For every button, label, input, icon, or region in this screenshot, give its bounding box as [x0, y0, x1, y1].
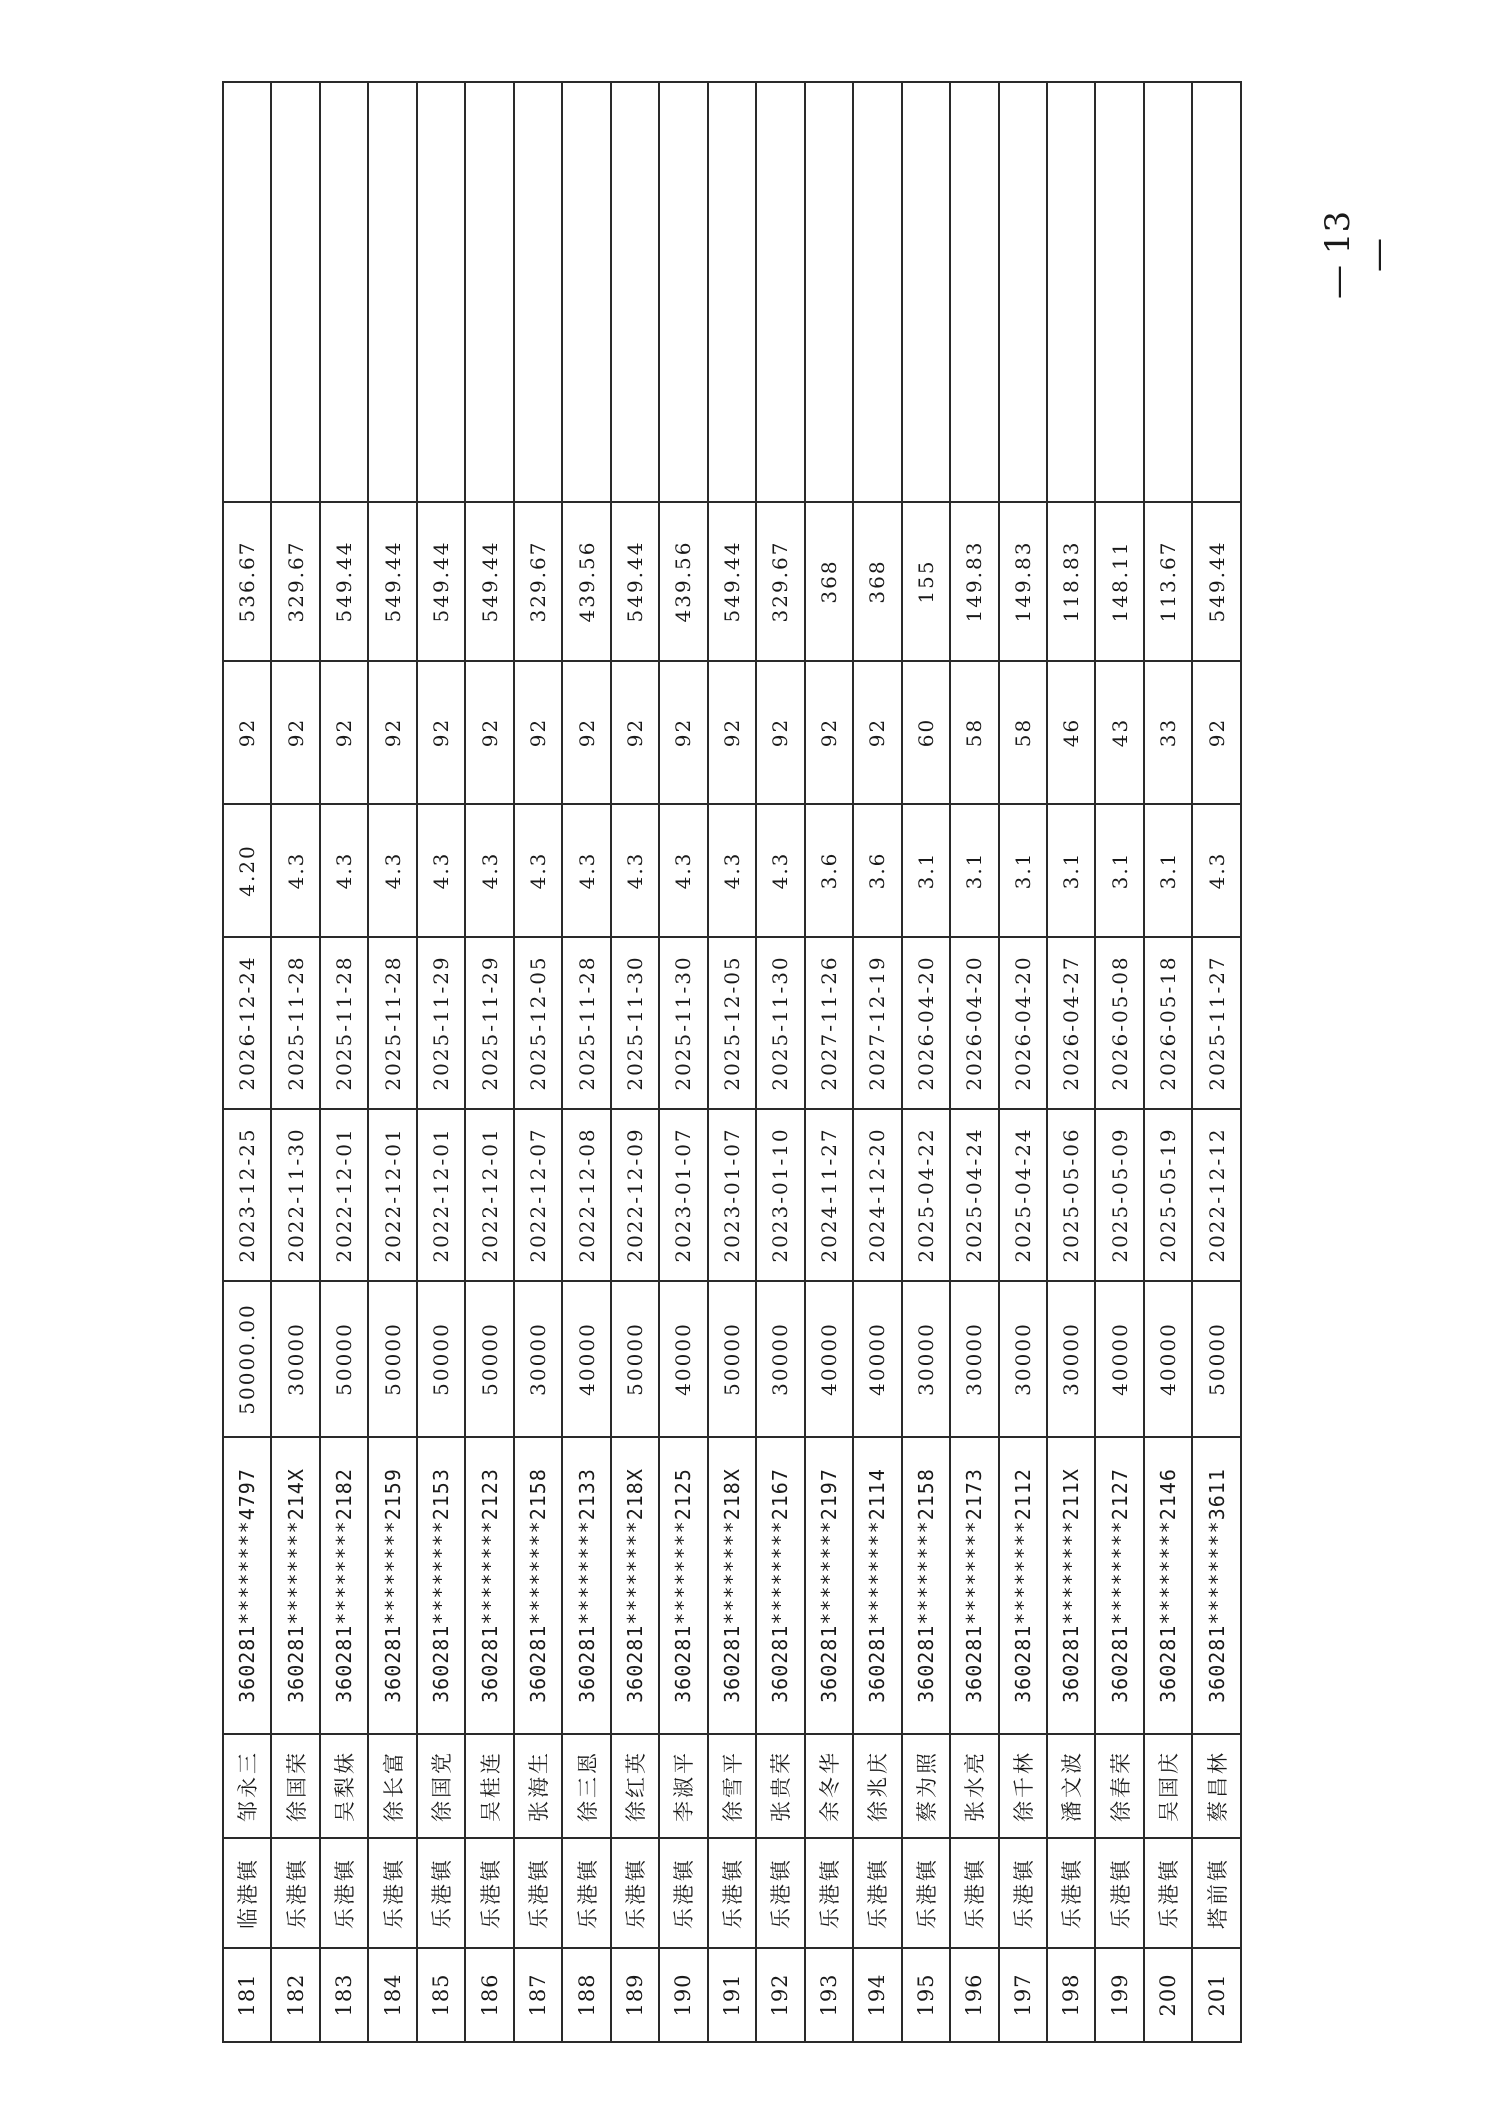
row-number-cell: 196 — [950, 1948, 998, 2042]
id-number-cell: 360281********2158 — [514, 1437, 562, 1734]
end-date-cell: 2026-04-20 — [902, 937, 950, 1109]
days-cell: 58 — [999, 661, 1047, 804]
loan-amount-cell: 40000 — [562, 1281, 610, 1437]
id-number-cell: 360281********2167 — [756, 1437, 804, 1734]
end-date-cell: 2025-11-30 — [659, 937, 707, 1109]
start-date-cell: 2025-04-24 — [950, 1109, 998, 1281]
end-date-cell: 2025-12-05 — [708, 937, 756, 1109]
township-cell: 塔前镇 — [1192, 1838, 1241, 1948]
remarks-cell — [368, 82, 416, 502]
loan-amount-cell: 40000 — [853, 1281, 901, 1437]
row-number-cell: 189 — [611, 1948, 659, 2042]
interest-rate-cell: 4.3 — [562, 804, 610, 937]
table-row — [1047, 82, 1095, 2042]
interest-rate-cell: 4.3 — [1192, 804, 1241, 937]
remarks-cell — [853, 82, 901, 502]
table-row — [1192, 82, 1241, 2042]
id-number-cell: 360281********2173 — [950, 1437, 998, 1734]
table-row — [708, 82, 756, 2042]
borrower-name-cell: 徐国荣 — [271, 1734, 319, 1838]
remarks-cell — [950, 82, 998, 502]
row-number-cell: 195 — [902, 1948, 950, 2042]
township-cell: 乐港镇 — [417, 1838, 465, 1948]
table-row — [1144, 82, 1192, 2042]
subsidy-amount-cell: 118.83 — [1047, 502, 1095, 661]
table-row — [320, 82, 368, 2042]
borrower-name-cell: 潘文波 — [1047, 1734, 1095, 1838]
row-number-cell: 191 — [708, 1948, 756, 2042]
interest-rate-cell: 4.3 — [465, 804, 513, 937]
loan-amount-cell: 30000 — [950, 1281, 998, 1437]
subsidy-amount-cell: 329.67 — [514, 502, 562, 661]
table-row — [514, 82, 562, 2042]
page-number: — 13 — — [1318, 210, 1398, 300]
end-date-cell: 2025-11-28 — [271, 937, 319, 1109]
end-date-cell: 2026-05-08 — [1095, 937, 1143, 1109]
remarks-cell — [1144, 82, 1192, 502]
start-date-cell: 2023-01-07 — [659, 1109, 707, 1281]
start-date-cell: 2022-12-07 — [514, 1109, 562, 1281]
days-cell: 92 — [223, 661, 271, 804]
id-number-cell: 360281********2123 — [465, 1437, 513, 1734]
start-date-cell: 2023-01-10 — [756, 1109, 804, 1281]
start-date-cell: 2022-12-01 — [368, 1109, 416, 1281]
id-number-cell: 360281********218X — [708, 1437, 756, 1734]
id-number-cell: 360281********2133 — [562, 1437, 610, 1734]
township-cell: 乐港镇 — [950, 1838, 998, 1948]
days-cell: 92 — [514, 661, 562, 804]
borrower-name-cell: 吴桂连 — [465, 1734, 513, 1838]
borrower-name-cell: 徐千林 — [999, 1734, 1047, 1838]
days-cell: 92 — [465, 661, 513, 804]
table-row — [465, 82, 513, 2042]
table-row — [223, 82, 271, 2042]
end-date-cell: 2025-11-29 — [417, 937, 465, 1109]
loan-amount-cell: 50000 — [320, 1281, 368, 1437]
id-number-cell: 360281********4797 — [223, 1437, 271, 1734]
borrower-name-cell: 徐兆庆 — [853, 1734, 901, 1838]
end-date-cell: 2026-04-27 — [1047, 937, 1095, 1109]
id-number-cell: 360281********3611 — [1192, 1437, 1241, 1734]
row-number-cell: 186 — [465, 1948, 513, 2042]
start-date-cell: 2022-12-01 — [320, 1109, 368, 1281]
days-cell: 92 — [853, 661, 901, 804]
days-cell: 92 — [805, 661, 853, 804]
start-date-cell: 2022-11-30 — [271, 1109, 319, 1281]
remarks-cell — [417, 82, 465, 502]
end-date-cell: 2025-11-27 — [1192, 937, 1241, 1109]
days-cell: 92 — [1192, 661, 1241, 804]
row-number-cell: 192 — [756, 1948, 804, 2042]
start-date-cell: 2025-04-22 — [902, 1109, 950, 1281]
row-number-cell: 182 — [271, 1948, 319, 2042]
days-cell: 92 — [611, 661, 659, 804]
borrower-name-cell: 徐长富 — [368, 1734, 416, 1838]
subsidy-amount-cell: 536.67 — [223, 502, 271, 661]
remarks-cell — [271, 82, 319, 502]
id-number-cell: 360281********2127 — [1095, 1437, 1143, 1734]
days-cell: 92 — [756, 661, 804, 804]
borrower-name-cell: 邹永三 — [223, 1734, 271, 1838]
township-cell: 乐港镇 — [562, 1838, 610, 1948]
id-number-cell: 360281********211X — [1047, 1437, 1095, 1734]
id-number-cell: 360281********2158 — [902, 1437, 950, 1734]
row-number-cell: 197 — [999, 1948, 1047, 2042]
row-number-cell: 187 — [514, 1948, 562, 2042]
loan-amount-cell: 30000 — [271, 1281, 319, 1437]
borrower-name-cell: 张海生 — [514, 1734, 562, 1838]
subsidy-amount-cell: 549.44 — [368, 502, 416, 661]
interest-rate-cell: 3.1 — [999, 804, 1047, 937]
id-number-cell: 360281********218X — [611, 1437, 659, 1734]
end-date-cell: 2025-11-28 — [368, 937, 416, 1109]
subsidy-amount-cell: 329.67 — [271, 502, 319, 661]
subsidy-amount-cell: 549.44 — [320, 502, 368, 661]
days-cell: 92 — [708, 661, 756, 804]
loan-amount-cell: 50000 — [611, 1281, 659, 1437]
end-date-cell: 2025-11-28 — [562, 937, 610, 1109]
interest-rate-cell: 3.1 — [1144, 804, 1192, 937]
days-cell: 43 — [1095, 661, 1143, 804]
row-number-cell: 190 — [659, 1948, 707, 2042]
borrower-name-cell: 张水亮 — [950, 1734, 998, 1838]
remarks-cell — [223, 82, 271, 502]
interest-rate-cell: 4.3 — [611, 804, 659, 937]
remarks-cell — [611, 82, 659, 502]
table-row — [756, 82, 804, 2042]
township-cell: 乐港镇 — [756, 1838, 804, 1948]
borrower-name-cell: 徐红英 — [611, 1734, 659, 1838]
loan-amount-cell: 50000 — [417, 1281, 465, 1437]
remarks-cell — [805, 82, 853, 502]
interest-rate-cell: 4.3 — [756, 804, 804, 937]
row-number-cell: 199 — [1095, 1948, 1143, 2042]
row-number-cell: 184 — [368, 1948, 416, 2042]
interest-rate-cell: 3.6 — [805, 804, 853, 937]
remarks-cell — [999, 82, 1047, 502]
id-number-cell: 360281********2146 — [1144, 1437, 1192, 1734]
table-row — [368, 82, 416, 2042]
subsidy-amount-cell: 549.44 — [465, 502, 513, 661]
interest-rate-cell: 4.3 — [659, 804, 707, 937]
interest-rate-cell: 4.3 — [514, 804, 562, 937]
township-cell: 乐港镇 — [1144, 1838, 1192, 1948]
township-cell: 乐港镇 — [368, 1838, 416, 1948]
township-cell: 乐港镇 — [1047, 1838, 1095, 1948]
interest-rate-cell: 4.3 — [271, 804, 319, 937]
borrower-name-cell: 徐春荣 — [1095, 1734, 1143, 1838]
interest-rate-cell: 3.1 — [1047, 804, 1095, 937]
start-date-cell: 2022-12-12 — [1192, 1109, 1241, 1281]
loan-amount-cell: 40000 — [1144, 1281, 1192, 1437]
interest-rate-cell: 3.1 — [902, 804, 950, 937]
subsidy-amount-cell: 329.67 — [756, 502, 804, 661]
remarks-cell — [902, 82, 950, 502]
interest-rate-cell: 3.6 — [853, 804, 901, 937]
table-row — [271, 82, 319, 2042]
remarks-cell — [756, 82, 804, 502]
loan-amount-cell: 50000 — [708, 1281, 756, 1437]
row-number-cell: 200 — [1144, 1948, 1192, 2042]
township-cell: 乐港镇 — [805, 1838, 853, 1948]
end-date-cell: 2025-12-05 — [514, 937, 562, 1109]
days-cell: 60 — [902, 661, 950, 804]
loan-amount-cell: 50000 — [1192, 1281, 1241, 1437]
township-cell: 乐港镇 — [271, 1838, 319, 1948]
end-date-cell: 2025-11-30 — [611, 937, 659, 1109]
township-cell: 乐港镇 — [902, 1838, 950, 1948]
interest-rate-cell: 4.3 — [320, 804, 368, 937]
remarks-cell — [562, 82, 610, 502]
row-number-cell: 185 — [417, 1948, 465, 2042]
township-cell: 乐港镇 — [853, 1838, 901, 1948]
loan-amount-cell: 40000 — [1095, 1281, 1143, 1437]
table-row — [805, 82, 853, 2042]
subsidy-amount-cell: 149.83 — [950, 502, 998, 661]
subsidy-amount-cell: 148.11 — [1095, 502, 1143, 661]
days-cell: 92 — [562, 661, 610, 804]
township-cell: 乐港镇 — [1095, 1838, 1143, 1948]
days-cell: 46 — [1047, 661, 1095, 804]
row-number-cell: 181 — [223, 1948, 271, 2042]
loan-amount-cell: 50000.00 — [223, 1281, 271, 1437]
start-date-cell: 2025-05-06 — [1047, 1109, 1095, 1281]
start-date-cell: 2022-12-01 — [465, 1109, 513, 1281]
remarks-cell — [1095, 82, 1143, 502]
interest-rate-cell: 3.1 — [1095, 804, 1143, 937]
end-date-cell: 2026-04-20 — [999, 937, 1047, 1109]
end-date-cell: 2026-04-20 — [950, 937, 998, 1109]
days-cell: 92 — [271, 661, 319, 804]
loan-amount-cell: 50000 — [368, 1281, 416, 1437]
subsidy-amount-cell: 439.56 — [659, 502, 707, 661]
days-cell: 92 — [659, 661, 707, 804]
subsidy-amount-cell: 155 — [902, 502, 950, 661]
interest-rate-cell: 4.20 — [223, 804, 271, 937]
interest-rate-cell: 4.3 — [708, 804, 756, 937]
start-date-cell: 2025-05-19 — [1144, 1109, 1192, 1281]
subsidy-amount-cell: 368 — [853, 502, 901, 661]
start-date-cell: 2022-12-01 — [417, 1109, 465, 1281]
loan-subsidy-table — [222, 81, 1242, 2043]
remarks-cell — [465, 82, 513, 502]
row-number-cell: 183 — [320, 1948, 368, 2042]
loan-amount-cell: 30000 — [1047, 1281, 1095, 1437]
start-date-cell: 2022-12-09 — [611, 1109, 659, 1281]
id-number-cell: 360281********2125 — [659, 1437, 707, 1734]
rotated-table-container — [222, 83, 1242, 2043]
subsidy-amount-cell: 113.67 — [1144, 502, 1192, 661]
end-date-cell: 2025-11-28 — [320, 937, 368, 1109]
township-cell: 乐港镇 — [999, 1838, 1047, 1948]
loan-amount-cell: 40000 — [805, 1281, 853, 1437]
remarks-cell — [514, 82, 562, 502]
subsidy-amount-cell: 149.83 — [999, 502, 1047, 661]
borrower-name-cell: 吴梨妹 — [320, 1734, 368, 1838]
table-row — [562, 82, 610, 2042]
id-number-cell: 360281********2114 — [853, 1437, 901, 1734]
row-number-cell: 193 — [805, 1948, 853, 2042]
table-row — [950, 82, 998, 2042]
subsidy-amount-cell: 439.56 — [562, 502, 610, 661]
loan-amount-cell: 40000 — [659, 1281, 707, 1437]
borrower-name-cell: 徐三恩 — [562, 1734, 610, 1838]
township-cell: 临港镇 — [223, 1838, 271, 1948]
days-cell: 92 — [368, 661, 416, 804]
days-cell: 58 — [950, 661, 998, 804]
loan-amount-cell: 30000 — [902, 1281, 950, 1437]
id-number-cell: 360281********214X — [271, 1437, 319, 1734]
table-row — [902, 82, 950, 2042]
subsidy-amount-cell: 549.44 — [611, 502, 659, 661]
borrower-name-cell: 蔡昌林 — [1192, 1734, 1241, 1838]
id-number-cell: 360281********2153 — [417, 1437, 465, 1734]
subsidy-amount-cell: 549.44 — [1192, 502, 1241, 661]
borrower-name-cell: 徐国党 — [417, 1734, 465, 1838]
borrower-name-cell: 李淑平 — [659, 1734, 707, 1838]
loan-amount-cell: 30000 — [756, 1281, 804, 1437]
subsidy-amount-cell: 549.44 — [708, 502, 756, 661]
loan-amount-cell: 30000 — [999, 1281, 1047, 1437]
row-number-cell: 194 — [853, 1948, 901, 2042]
borrower-name-cell: 张贵荣 — [756, 1734, 804, 1838]
start-date-cell: 2023-12-25 — [223, 1109, 271, 1281]
table-row — [1095, 82, 1143, 2042]
start-date-cell: 2024-11-27 — [805, 1109, 853, 1281]
table-row — [853, 82, 901, 2042]
table-body — [223, 82, 1241, 2042]
township-cell: 乐港镇 — [514, 1838, 562, 1948]
days-cell: 92 — [320, 661, 368, 804]
start-date-cell: 2022-12-08 — [562, 1109, 610, 1281]
table-row — [659, 82, 707, 2042]
end-date-cell: 2025-11-29 — [465, 937, 513, 1109]
table-row — [417, 82, 465, 2042]
id-number-cell: 360281********2112 — [999, 1437, 1047, 1734]
borrower-name-cell: 吴国庆 — [1144, 1734, 1192, 1838]
interest-rate-cell: 4.3 — [417, 804, 465, 937]
end-date-cell: 2026-12-24 — [223, 937, 271, 1109]
id-number-cell: 360281********2159 — [368, 1437, 416, 1734]
end-date-cell: 2026-05-18 — [1144, 937, 1192, 1109]
interest-rate-cell: 4.3 — [368, 804, 416, 937]
start-date-cell: 2023-01-07 — [708, 1109, 756, 1281]
days-cell: 33 — [1144, 661, 1192, 804]
remarks-cell — [708, 82, 756, 502]
end-date-cell: 2027-11-26 — [805, 937, 853, 1109]
remarks-cell — [1047, 82, 1095, 502]
end-date-cell: 2025-11-30 — [756, 937, 804, 1109]
borrower-name-cell: 徐雪平 — [708, 1734, 756, 1838]
borrower-name-cell: 余冬华 — [805, 1734, 853, 1838]
township-cell: 乐港镇 — [659, 1838, 707, 1948]
interest-rate-cell: 3.1 — [950, 804, 998, 937]
days-cell: 92 — [417, 661, 465, 804]
subsidy-amount-cell: 368 — [805, 502, 853, 661]
table-row — [611, 82, 659, 2042]
id-number-cell: 360281********2197 — [805, 1437, 853, 1734]
start-date-cell: 2025-05-09 — [1095, 1109, 1143, 1281]
remarks-cell — [320, 82, 368, 502]
start-date-cell: 2025-04-24 — [999, 1109, 1047, 1281]
row-number-cell: 198 — [1047, 1948, 1095, 2042]
remarks-cell — [659, 82, 707, 502]
township-cell: 乐港镇 — [611, 1838, 659, 1948]
loan-amount-cell: 50000 — [465, 1281, 513, 1437]
township-cell: 乐港镇 — [708, 1838, 756, 1948]
borrower-name-cell: 蔡为照 — [902, 1734, 950, 1838]
township-cell: 乐港镇 — [320, 1838, 368, 1948]
remarks-cell — [1192, 82, 1241, 502]
table-row — [999, 82, 1047, 2042]
township-cell: 乐港镇 — [465, 1838, 513, 1948]
loan-amount-cell: 30000 — [514, 1281, 562, 1437]
row-number-cell: 188 — [562, 1948, 610, 2042]
start-date-cell: 2024-12-20 — [853, 1109, 901, 1281]
row-number-cell: 201 — [1192, 1948, 1241, 2042]
id-number-cell: 360281********2182 — [320, 1437, 368, 1734]
subsidy-amount-cell: 549.44 — [417, 502, 465, 661]
end-date-cell: 2027-12-19 — [853, 937, 901, 1109]
